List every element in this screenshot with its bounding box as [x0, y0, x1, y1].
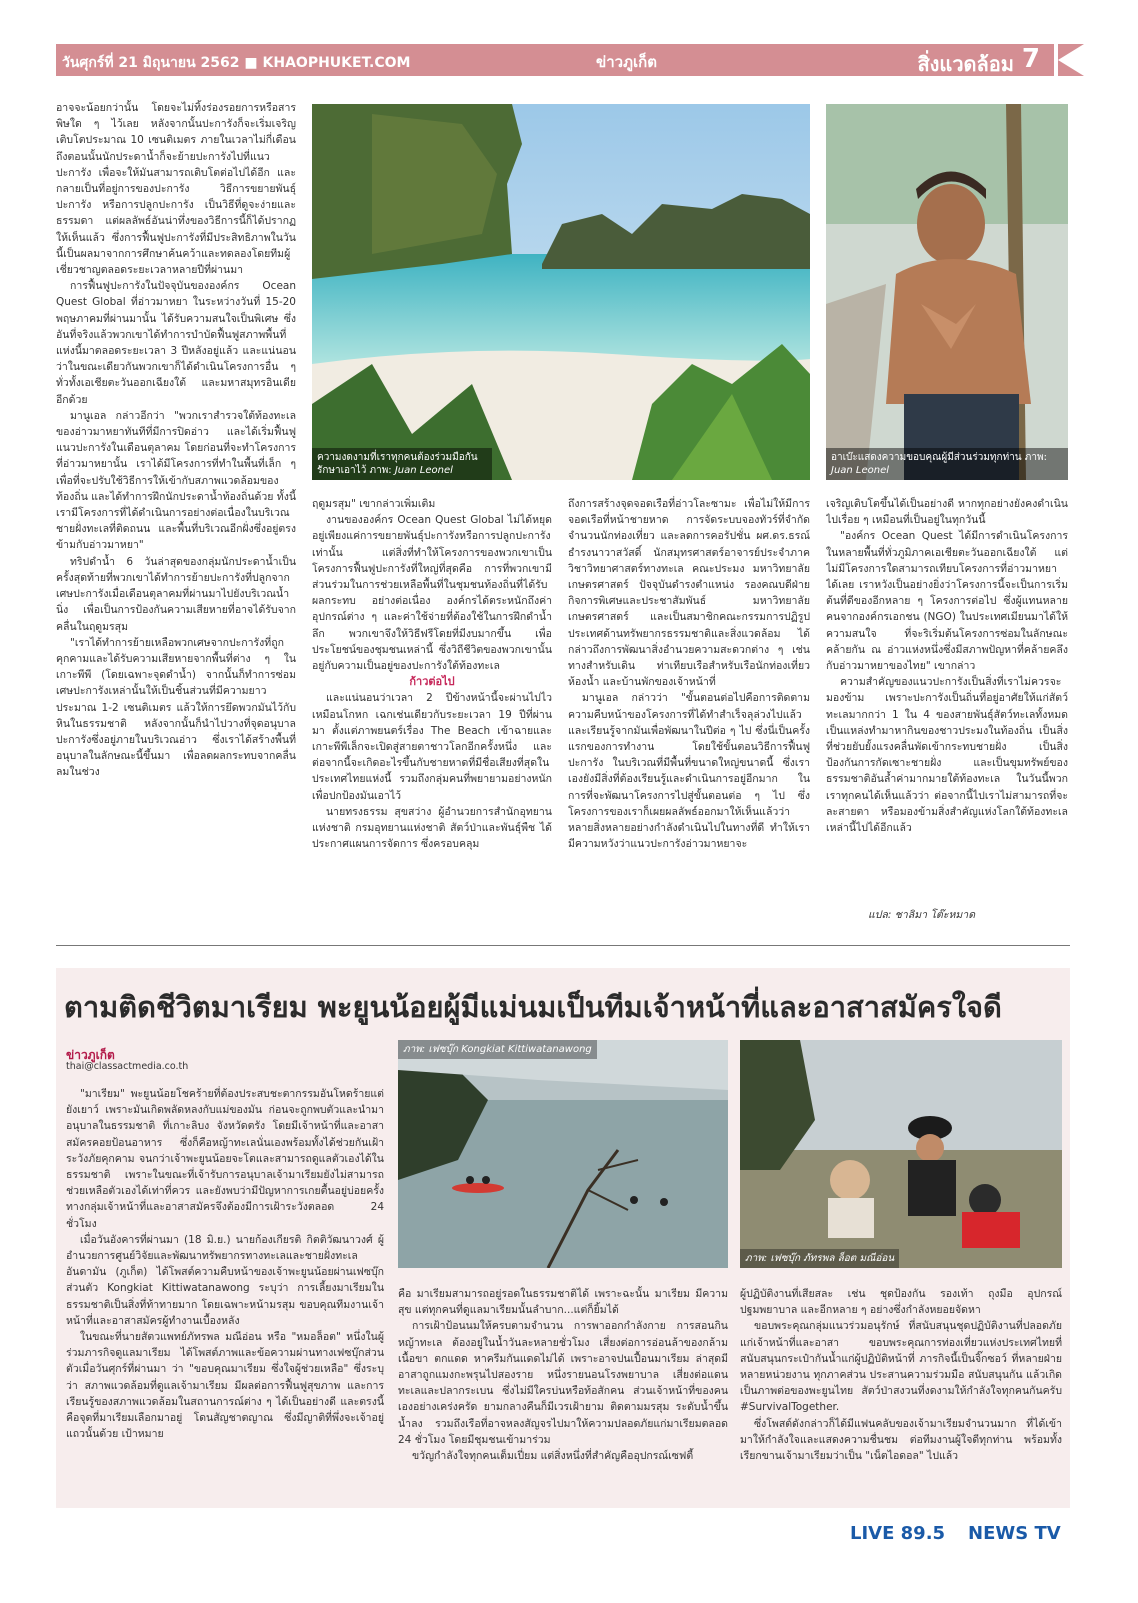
man-photo-caption: อาเบ๊ะแสดงความขอบคุณผู้มีส่วนร่วมทุกท่าน ภาพ: Juan Leonel	[826, 448, 1068, 480]
paragraph: มานูเอล กล่าวอีกว่า "พวกเราสำรวจใต้ท้องทะเลของอ่าวมาหยาทันทีที่มีการปิดอ่าว และได้เริ่มฟื้นฟูแนวปะการังในเดือนตุลาคม โดยก่อนที่จะทำโครงการที่อ่าวมาหยานั้น เราได้มีโครงการที่ทำในพื้นที่เล็ก ๆ เพื่อที่จะปรับใช้วิธีการให้เข้ากับสภาพแวดล้อมของท้องถิ่น และได้ทำการฝึกนักประดาน้ำท้องถิ่นด้วย ทั้งนี้เรามีโครงการที่ได้ดำเนินการอย่างต่อเนื่องในบริเวณชายฝั่งทะเลที่ติดถนน และพื้นที่บริเวณอีกฝั่งซึ่งอยู่ตรงข้ามกับอ่าวมาหยา"	[56, 409, 296, 552]
top-article-col4	[826, 496, 1068, 904]
page-header	[56, 44, 1054, 76]
paragraph: มานูเอล กล่าวว่า "ขั้นตอนต่อไปคือการติดตามความคืบหน้าของโครงการที่ได้ทำสำเร็จลุล่วงไปแล้ว และเรียนรู้จากมันเพื่อพัฒนาในปีต่อ ๆ ไป ซึ่งนี่เป็นครั้งแรกของการทำงาน โดยใช้ขั้นตอนวิธีการฟื้นฟูปะการัง ในบริเวณที่มีพื้นที่ขนาดใหญ่ขนาดนี้ ซึ่งเราเองยังมีสิ่งที่ต้องเรียนรู้และดำเนินการอยู่อีกมาก ในการที่จะพัฒนาโครงการไปสู่ขั้นตอนต่อ ๆ ไป ซึ่งโครงการของเราก็เผยผลลัพธ์ออกมาให้เห็นแล้วว่าหลายสิ่งหลายอย่างกำลังดำเนินไปในทางที่ดี ทำให้เรามีความหวังว่าแนวปะการังอ่าวมาหยาจะ	[568, 692, 810, 851]
header-corner-icon	[1058, 44, 1084, 60]
top-article-col3	[568, 496, 810, 916]
paragraph: "เราได้ทำการย้ายเหลือพวกเศษจากปะการังที่ถูกคุกคามและได้รับความเสียหายจากพื้นที่ต่าง ๆ ในเกาะพีพี (โดยเฉพาะจุดดำน้ำ) จากนั้นก็ทำการซ่อมเศษปะการังเหล่านั้นให้เป็นชิ้นส่วนที่มีความยาวประมาณ 1-2 เซนติเมตร แล้วให้การยึดพวกมันไว้กับหินในธรรมชาติ หลังจากนั้นก็นำไปวางที่จุดอนุบาลปะการังซึ่งอยู่ภายในบริเวณอ่าว ซึ่งเราได้สร้างพื้นที่อนุบาลในลักษณะนี้ขึ้นมา เพื่อลดผลกระทบจากคลื่นลมในช่วง	[56, 636, 296, 779]
paragraph: และแน่นอนว่าเวลา 2 ปีข้างหน้านี้จะผ่านไปไวเหมือนโกหก เฉกเช่นเดียวกับระยะเวลา 19 ปีที่ผ่านมา ตั้งแต่ภาพยนตร์เรื่อง The Beach เข้าฉายและเกาะพีพีเล็กจะเปิดสู่สายตาชาวโลกอีกครั้งหนึ่ง และต่อจากนี้จะเกิดอะไรขึ้นกับชายหาดที่มีชื่อเสียงที่สุดในประเทศไทยแห่งนี้ รวมถึงกลุ่มคนที่พยายามอย่างหนักเพื่อปกป้องมันเอาไว้	[312, 692, 552, 802]
paragraph: ขวัญกำลังใจทุกคนเต็มเปี่ยม แต่สิ่งหนึ่งที่สำคัญคืออุปกรณ์เซฟตี้	[412, 1450, 694, 1463]
man-portrait-photo	[826, 104, 1068, 480]
section-title: สิ่งแวดล้อม	[917, 52, 1014, 76]
masthead-logo: ข่าวภูเก็ต	[596, 53, 657, 71]
top-article-col2	[312, 496, 552, 916]
bottom-article-col2	[398, 1286, 728, 1502]
beach-photo-caption: ความงดงามที่เราทุกคนต้องร่วมมือกันรักษาเอาไว้ ภาพ: Juan Leonel	[312, 448, 492, 480]
paragraph: ถึงการสร้างจุดจอดเรือที่อ่าวโละซามะ เพื่อไม่ให้มีการจอดเรือที่หน้าชายหาด การจัดระบบจองทัวร์ที่จำกัดจำนวนนักท่องเที่ยว และลดการคอรัปชั่น ผศ.ดร.ธรณ์ ธำรงนาวาสวัสดิ์ นักสมุทรศาสตร์อาจารย์ประจำภาควิชาวิทยาศาสตร์ทางทะเล คณะประมง มหาวิทยาลัยเกษตรศาสตร์ ปัจจุบันดำรงตำแหน่ง รองคณบดีฝ่ายกิจการพิเศษและประชาสัมพันธ์ มหาวิทยาลัยเกษตรศาสตร์ และเป็นสมาชิกคณะกรรมการปฏิรูปประเทศด้านทรัพยากรธรรมชาติและสิ่งแวดล้อม ได้กล่าวถึงการพัฒนาสิ่งอำนวยความสะดวกต่าง ๆ เช่น ทางสำหรับเดิน ท่าเทียบเรือสำหรับเรือนักท่องเที่ยว ห้องน้ำ และบ้านพักของเจ้าหน้าที่	[568, 498, 810, 689]
bottom-headline: ตามติดชีวิตมาเรียม พะยูนน้อยผู้มีแม่นมเป็นทีมเจ้าหน้าที่และอาสาสมัครใจดี	[64, 990, 1002, 1024]
paragraph: "มาเรียม" พะยูนน้อยโชคร้ายที่ต้องประสบชะตากรรมอันโหดร้ายแต่ยังเยาว์ เพราะมันเกิดพลัดหลงกับแม่ของมัน ก่อนจะถูกพบตัวและนำมาอนุบาลในธรรมชาติ ที่เกาะลิบง จังหวัดตรัง โดยมีเจ้าหน้าที่และอาสาสมัครคอยป้อนอาหาร ซึ่งก็คือหญ้าทะเลนั่นเองพร้อมทั้งได้ช่วยกันเฝ้าระวังภัยคุกคาม จนกว่าเจ้าพะยูนน้อยจะโตและสามารถดูแลตัวเองได้ในธรรมชาติ เพราะในขณะที่เจ้ารับการอนุบาลเจ้ามาเรียมยังไม่สามารถช่วยเหลือตัวเองได้เท่าที่ควร และยังพบว่ามีปัญหาการเกยตื้นอยู่บ่อยครั้ง ทางกลุ่มเจ้าหน้าที่และอาสาสมัครจึงต้องมีการเฝ้าระวังตลอด 24 ชั่วโมง	[66, 1088, 384, 1230]
dugong-care-photo	[740, 1040, 1062, 1268]
paragraph: ในขณะที่นายสัตวแพทย์ภัทรพล มณีอ่อน หรือ "หมอล็อต" หนึ่งในผู้ร่วมภารกิจดูแลมาเรียม ได้โพสต์ภาพและข้อความผ่านทางเฟซบุ๊กส่วนตัวเมื่อวันศุกร์ที่ผ่านมา ว่า "ขอบคุณมาเรียม ซึ่งใจผู้ช่วยเหลือ" ซึ่งระบุว่า สภาพแวดล้อมที่ดูแลเจ้ามาเรียม มีผลต่อการฟื้นฟูสุขภาพ และการเรียนรู้ของสภาพแวดล้อมในสถานการณ์ต่าง ๆ ได้เป็นอย่างดี และตรงนี้คือจุดที่มาเรียมเลือกมาอยู่ โดนสัญชาตญาณ ซึ่งมีญาติที่พึ่งจะเจ้าอยู่แถวนั้นด้วย เป้าหมาย	[66, 1331, 384, 1441]
paragraph: งานขององค์กร Ocean Quest Global ไม่ได้หยุดอยู่เพียงแค่การขยายพันธุ์ปะการังหรือการปลูกปะการังเท่านั้น แต่สิ่งที่ทำให้โครงการของพวกเขาเป็นโครงการฟื้นฟูปะการังที่ใหญ่ที่สุดคือ การที่พวกเขามีส่วนร่วมในการช่วยเหลือพื้นที่ในชุมชนท้องถิ่นที่ได้รับผลกระทบ อย่างต่อเนื่อง องค์กรได้ตระหนักถึงค่าอุปกรณ์ต่าง ๆ และค่าใช้จ่ายที่ต้องใช้ในการฝึกดำน้ำลึก พวกเขาจึงให้วิธีฟรีโดยที่มีงบมากขึ้น เพื่อประโยชน์ของชุมชนเหล่านี้ ซึ่งวิถีชีวิตของพวกเขานั้นอยู่กับความเป็นอยู่ของปะการังใต้ท้องทะเล	[312, 514, 552, 673]
live-radio-logo: LIVE 89.5	[850, 1523, 946, 1544]
paragraph: การฟื้นฟูปะการังในปัจจุบันขององค์กร Ocean Quest Global ที่อ่าวมาหยา ในระหว่างวันที่ 15-20 พฤษภาคมที่ผ่านมานั้น ได้รับความสนใจเป็นพิเศษ ซึ่งอันที่จริงแล้วพวกเขาได้ทำการบำบัดฟื้นฟูสภาพพื้นที่แห่งนี้มาตลอดระยะเวลา 3 ปีหลังอยู่แล้ว และแน่นอนว่าในขณะเดียวกันพวกเขาก็ได้ดำเนินโครงการอื่น ๆ ทั่วทั้งเอเชียตะวันออกเฉียงใต้ และมหาสมุทรอินเดียอีกด้วย	[56, 280, 296, 406]
beach-photo	[312, 104, 810, 480]
section-subhead: ก้าวต่อไป	[409, 675, 455, 689]
kayak-photo	[398, 1040, 728, 1268]
paragraph: เมื่อวันอังคารที่ผ่านมา (18 มิ.ย.) นายก้องเกียรติ กิตติวัฒนาวงศ์ ผู้อำนวยการศูนย์วิจัยและพัฒนาทรัพยากรทางทะเลและชายฝั่งทะเลอันดามัน (ภูเก็ต) ได้โพสต์ความคืบหน้าของเจ้าพะยูนน้อยผ่านเฟซบุ๊กส่วนตัว Kongkiat Kittiwatanawong ระบุว่า การเลี้ยงมาเรียมในธรรมชาติเป็นสิ่งที่ท้าทายมาก โดยเฉพาะหน้ามรสุม ขอบคุณทีมงานเจ้าหน้าที่และอาสาสมัครผู้ทำงานเบื้องหลัง	[66, 1233, 384, 1327]
translator-credit: แปล: ชาลิมา โต๊ะหมาด	[868, 909, 976, 921]
header-date: วันศุกร์ที่ 21 มิถุนายน 2562 ■ KHAOPHUKET.COM	[62, 55, 411, 71]
kayak-photo-caption: ภาพ: เฟซบุ๊ก Kongkiat Kittiwatanawong	[398, 1040, 597, 1059]
beach-illustration	[312, 104, 810, 480]
kayak-icon	[452, 1183, 504, 1193]
paragraph: เจริญเติบโตขึ้นได้เป็นอย่างดี หากทุกอย่างยังคงดำเนินไปเรื่อย ๆ เหมือนที่เป็นอยู่ในทุกวันนี้	[826, 498, 1068, 527]
paragraph: การเฝ้าป้อนนมให้ครบตามจำนวน การพาออกกำลังกาย การสอนกินหญ้าทะเล ต้องอยู่ในน้ำวันละหลายชั่วโมง เสี่ยงต่อการอ่อนล้าของกล้ามเนื้อขา ตกแดด หาครีมกันแดดไม่ได้ เพราะอาจปนเปื้อนมาเรียม ล่าสุดมีอาสาถูกแมงกะพรุนไปสองราย หนึ่งรายนอนโรงพยาบาล เสี่ยงต่อแดนทะเลและปลากระเบน ซึ่งไม่มีใครบ่นหรือท้อสักคน ส่วนเจ้าหน้าที่ของคนเองอย่างเคร่งครัด ยามกลางคืนก็มีเวรเฝ้ายาม ติดตามมรสุม ระดับน้ำขึ้นน้ำลง รวมถึงเรือที่อาจหลงสัญจรไปมาให้ความปลอดภัยแก่มาเรียมตลอด 24 ชั่วโมง โดยมีชุมชนเข้ามาร่วม	[398, 1320, 728, 1446]
top-article-col1	[56, 100, 296, 900]
byline: ข่าวภูเก็ต	[66, 1048, 115, 1062]
news-tv-logo: NEWS TV	[968, 1523, 1061, 1544]
paragraph: ทริปดำน้ำ 6 วันล่าสุดของกลุ่มนักประดาน้ำเป็นครั้งสุดท้ายที่พวกเขาได้ทำการย้ายปะการังที่ปลูกจากเศษปะการังเมื่อเดือนตุลาคมที่ผ่านมาไปยังบริเวณน้ำนิ่ง เพื่อเป็นการป้องกันความเสียหายที่อาจได้รับจากคลื่นในฤดูมรสุม	[56, 555, 296, 633]
dugong-photo-caption: ภาพ: เฟซบุ๊ก ภัทรพล ล็อต มณีอ่อน	[740, 1249, 899, 1268]
paragraph: "องค์กร Ocean Quest ได้มีการดำเนินโครงการในหลายพื้นที่ทั่วภูมิภาคเอเชียตะวันออกเฉียงใต้ แต่ไม่มีโครงการใดสามารถเทียบโครงการที่อ่าวมาหยาได้เลย เราหวังเป็นอย่างยิ่งว่าโครงการนี้จะเป็นการเริ่มต้นที่ดีของอีกหลาย ๆ โครงการต่อไป ซึ่งผู้แทนหลายคนจากองค์กรเอกชน (NGO) ในประเทศเมียนมาได้ให้ความสนใจ ที่จะริเริ่มต้นโครงการซ่อมในลักษณะคล้ายกัน ณ อ่าวแห่งหนึ่งซึ่งมีสภาพปัญหาที่คล้ายคลึงกับอ่าวมาหยาของไทย" เขากล่าว	[826, 530, 1068, 673]
paragraph: ผู้ปฏิบัติงานที่เสียสละ เช่น ชุดป้องกัน รองเท้า ถุงมือ อุปกรณ์ปฐมพยาบาล และอีกหลาย ๆ อย่างซึ่งกำลังหยอยจัดหา	[740, 1288, 1062, 1317]
paragraph: ความสำคัญของแนวปะการังเป็นสิ่งที่เราไม่ควรจะมองข้าม เพราะปะการังเป็นถิ่นที่อยู่อาศัยให้แก่สัตว์ทะเลมากกว่า 1 ใน 4 ของสายพันธุ์สัตว์ทะเลทั้งหมด เป็นแหล่งทำมาหากินของชาวประมงในท้องถิ่น เป็นสิ่งที่ช่วยยับยั้งแรงคลื่นพัดเข้ากระทบชายฝั่ง เป็นสิ่งป้องกันการกัดเซาะชายฝั่ง และเป็นขุมทรัพย์ของธรรมชาติอันล้ำค่ามากมายใต้ท้องทะเล ในวันนี้พวกเราทุกคนได้เห็นแล้วว่า ต่อจากนี้ไปเราไม่สามารถที่จะละสายตา หรือมองข้ามสิ่งสำคัญแห่งโลกใต้ท้องทะเลเหล่านี้ไปได้อีกแล้ว	[826, 676, 1068, 835]
header-corner-icon-lower	[1058, 60, 1084, 76]
byline-email: thai@classactmedia.co.th	[66, 1061, 189, 1072]
paragraph: คือ มาเรียมสามารถอยู่รอดในธรรมชาติได้ เพราะฉะนั้น มาเรียม มีความสุข แต่ทุกคนที่ดูแลมาเรียมนั้นลำบาก...แต่ก็ยิ้มได้	[398, 1288, 728, 1317]
paragraph: ฤดูมรสุม" เขากล่าวเพิ่มเติม	[312, 498, 436, 510]
bottom-article-col3	[740, 1286, 1062, 1502]
paragraph: นายทรงธรรม สุขสว่าง ผู้อำนวยการสำนักอุทยานแห่งชาติ กรมอุทยานแห่งชาติ สัตว์ป่าและพันธุ์พืช ได้ประกาศแผนการจัดการ ซึ่งครอบคลุม	[312, 805, 552, 851]
paragraph: ขอบพระคุณกลุ่มแนวร่วมอนุรักษ์ ที่สนับสนุนชุดปฏิบัติงานที่ปลอดภัยแก่เจ้าหน้าที่และอาสา ขอบพระคุณการท่องเที่ยวแห่งประเทศไทยที่สนับสนุนกระเป๋ากันน้ำแก่ผู้ปฏิบัติหน้าที่ ภารกิจนี้เป็นจิ๊กซอว์ ที่หลายฝ่าย หลายหน่วยงาน ทุกภาคส่วน ประสานความร่วมมือ สนับสนุนกัน แล้วเกิดเป็นภาพต่อของพะยูนไทย สัตว์ป่าสงวนที่งดงามให้กำลังใจทุกคนกันครับ #SurvivalTogether.	[740, 1320, 1062, 1414]
paragraph: อาจจะน้อยกว่านั้น โดยจะไม่ทิ้งร่องรอยการหรือสารพิษใด ๆ ไว้เลย หลังจากนั้นปะการังก็จะเริ่มเจริญเติบโตประมาณ 10 เซนติเมตร ภายในเวลาไม่กี่เดือน ถึงตอนนั้นนักประดาน้ำก็จะย้ายปะการังไปที่แนวปะการัง เพื่อจะให้มันสามารถเติบโตต่อไปได้อีก และกลายเป็นที่อยู่การของปะการัง วิธีการขยายพันธุ์ปะการัง หรือการปลูกปะการัง เป็นวิธีที่ดูจะง่ายและธรรมดา แต่ผลลัพธ์อันน่าทึ่งของวิธีการนี้ก็ได้ปรากฏให้เห็นแล้ว ซึ่งการฟื้นฟูปะการังที่มีประสิทธิภาพในวันนี้เป็นผลมาจากการศึกษาค้นคว้าและทดลองโดยทีมผู้เชี่ยวชาญตลอดระยะเวลาหลายปีที่ผ่านมา	[56, 102, 296, 277]
man-illustration	[826, 104, 1068, 480]
kayak-illustration	[398, 1040, 728, 1268]
dugong-care-illustration	[740, 1040, 1062, 1268]
paragraph: ซึ่งโพสต์ดังกล่าวก็ได้มีแฟนคลับของเจ้ามาเรียมจำนวนมาก ที่ได้เข้ามาให้กำลังใจและแสดงความชื่นชม ต่อทีมงานผู้ใจดีทุกท่าน พร้อมทั้งเรียกขานเจ้ามาเรียมว่าเป็น "เน็ตไอดอล" ไปแล้ว	[740, 1417, 1062, 1463]
section-divider	[56, 945, 1070, 946]
bottom-article-col1	[66, 1086, 384, 1502]
page-number: 7	[1021, 44, 1040, 74]
